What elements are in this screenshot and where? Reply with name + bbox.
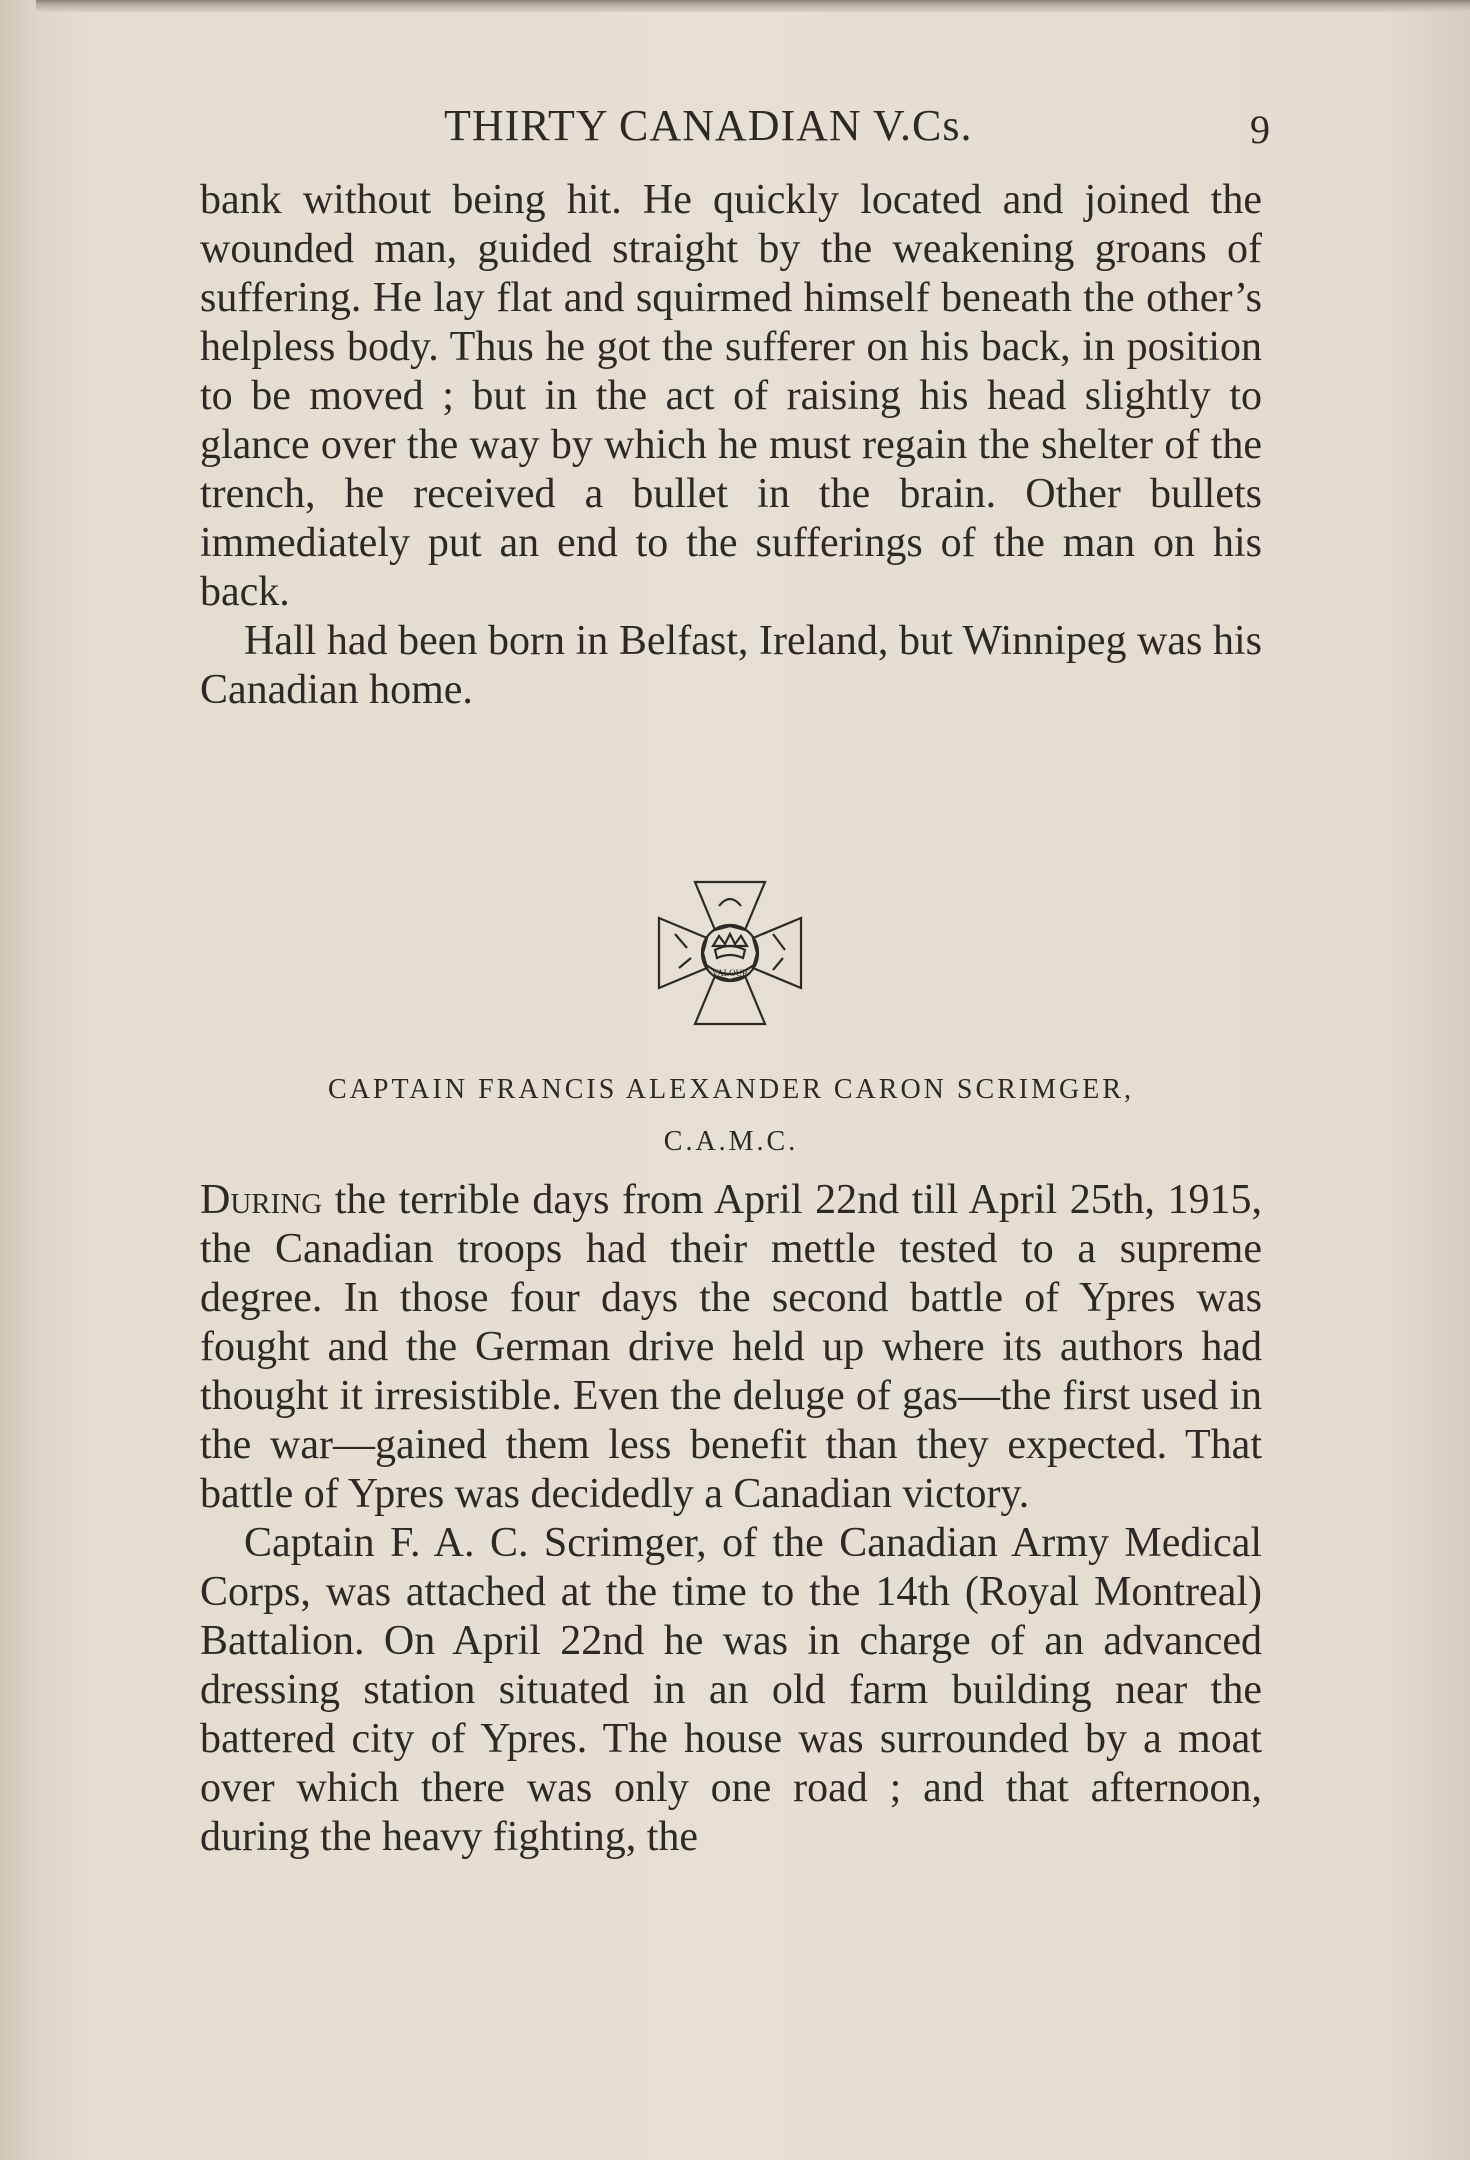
drop-word: During: [200, 1177, 323, 1223]
paragraph: Captain F. A. C. Scrimger, of the Canadian Army Medical Corps, was attached at the time to the 14th (Royal Montreal) Battalion. On April 22nd he was in charge of an advanced dressing station situated in an old farm building near the battered city of Ypres. The house was surrounded by a moat over which there was only one road ; and that afternoon, during the heavy fighting, the: [200, 1520, 1262, 1860]
paragraph: [200, 1176, 1262, 1519]
section-heading: CAPTAIN FRANCIS ALEXANDER CARON SCRIMGER,: [327, 1074, 1135, 1105]
section-hall-text: [200, 176, 1262, 715]
paragraph: Hall had been born in Belfast, Ireland, but Winnipeg was his Canadian home.: [200, 618, 1262, 713]
section-scrimger-text: [200, 1176, 1262, 1862]
svg-text:VALOUR: VALOUR: [711, 968, 749, 978]
running-head: THIRTY CANADIAN V.Cs.: [444, 101, 973, 150]
victoria-cross-icon: [655, 878, 805, 1028]
page-binding-edge: [0, 0, 36, 2160]
page-header: [200, 100, 1270, 160]
paragraph-text: the terrible days from April 22nd till April 25th, 1915, the Canadian troops had their mettle tested to a supreme degree. In those four days the second battle of Ypres was fought and the German drive held up where its authors had thought it irresistible. Even the deluge of gas—the first used in the war—gained them less benefit than they expected. That battle of Ypres was decidedly a Canadian victory.: [200, 1177, 1262, 1517]
page-top-edge: [0, 0, 1470, 12]
page-number: 9: [1250, 107, 1270, 152]
paragraph: bank without being hit. He quickly located and joined the wounded man, guided straight by the weakening groans of suffering. He lay flat and squirmed himself beneath the other’s helpless body. Thus he got the sufferer on his back, in position to be moved ; but in the act of raising his head slightly to glance over the way by which he must regain the shelter of the trench, he received a bullet in the brain. Other bullets immediately put an end to the sufferings of the man on his back.: [200, 177, 1262, 615]
section-subheading: C.A.M.C.: [663, 1126, 799, 1157]
